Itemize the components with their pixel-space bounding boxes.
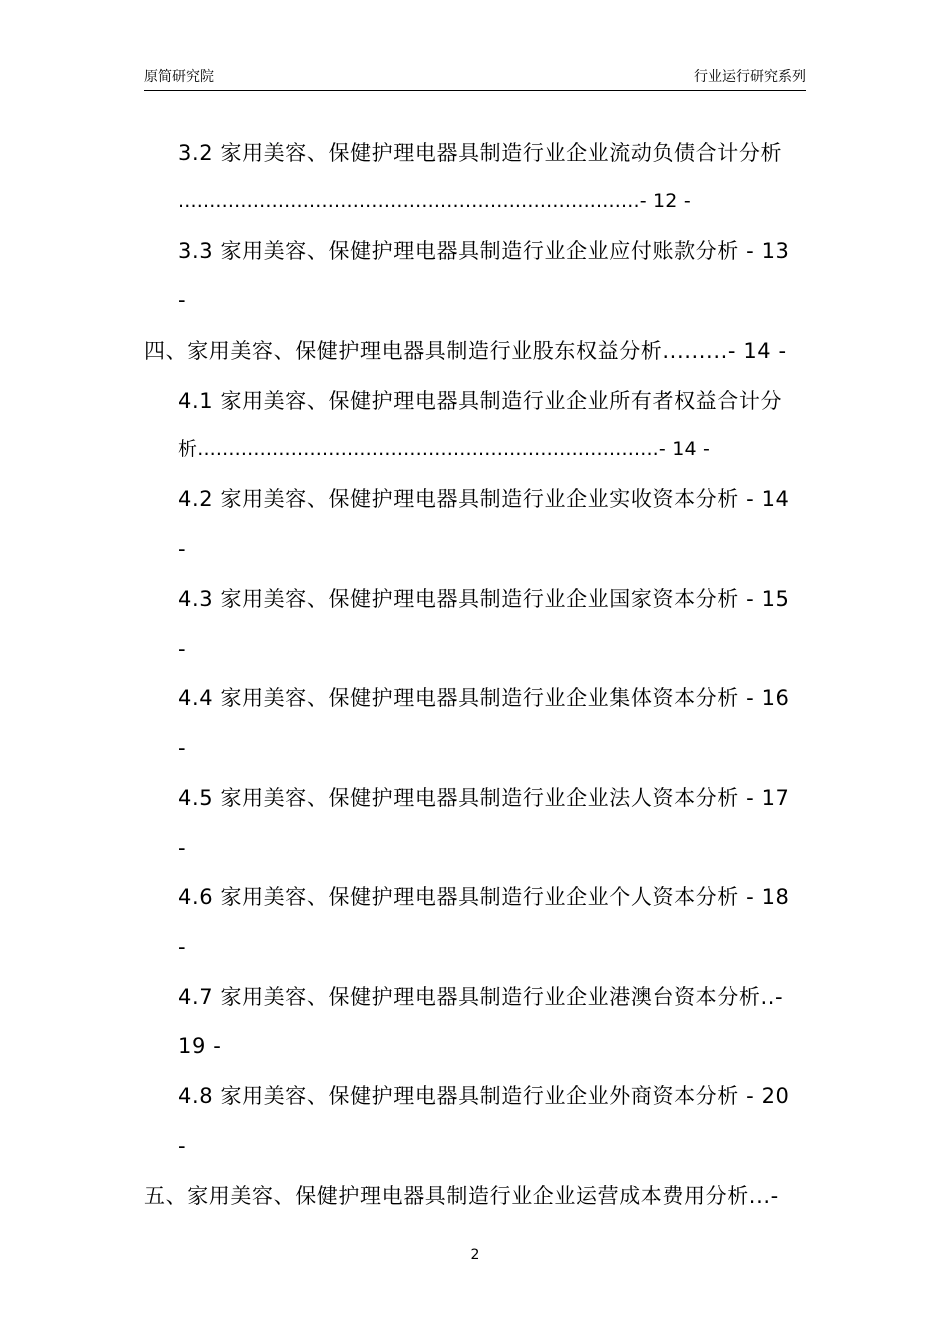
toc-entry-4-6-cont[interactable]: - — [178, 935, 187, 959]
header-left-text: 原简研究院 — [144, 69, 214, 85]
toc-entry-4-3-cont[interactable]: - — [178, 637, 187, 661]
toc-entry-4-4[interactable]: 4.4 家用美容、保健护理电器具制造行业企业集体资本分析 - 16 — [178, 686, 790, 710]
toc-entry-4-1-cont[interactable]: 析..........................................................................- 14 - — [178, 438, 711, 460]
toc-entry-3-2-leader[interactable]: ..........................................................................- 12 - — [178, 190, 691, 212]
toc-entry-3-3-cont[interactable]: - — [178, 288, 187, 312]
toc-entry-4-5-cont[interactable]: - — [178, 836, 187, 860]
toc-entry-4-8-cont[interactable]: - — [178, 1134, 187, 1158]
page-number: 2 — [470, 1247, 480, 1263]
toc-entry-4-2[interactable]: 4.2 家用美容、保健护理电器具制造行业企业实收资本分析 - 14 — [178, 487, 790, 511]
toc-entry-4-2-cont[interactable]: - — [178, 537, 187, 561]
toc-entry-3-3[interactable]: 3.3 家用美容、保健护理电器具制造行业企业应付账款分析 - 13 — [178, 239, 790, 263]
toc-entry-4-5[interactable]: 4.5 家用美容、保健护理电器具制造行业企业法人资本分析 - 17 — [178, 786, 790, 810]
toc-entry-4-7-cont[interactable]: 19 - — [178, 1034, 222, 1058]
toc-entry-chapter-5[interactable]: 五、家用美容、保健护理电器具制造行业企业运营成本费用分析...- — [144, 1184, 779, 1208]
toc-entry-4-1[interactable]: 4.1 家用美容、保健护理电器具制造行业企业所有者权益合计分 — [178, 389, 783, 413]
toc-entry-4-7[interactable]: 4.7 家用美容、保健护理电器具制造行业企业港澳台资本分析..- — [178, 985, 784, 1009]
header-right-text: 行业运行研究系列 — [694, 69, 806, 85]
toc-entry-chapter-4[interactable]: 四、家用美容、保健护理电器具制造行业股东权益分析.........- 14 - — [144, 339, 787, 363]
toc-entry-4-6[interactable]: 4.6 家用美容、保健护理电器具制造行业企业个人资本分析 - 18 — [178, 885, 790, 909]
page-header — [144, 64, 806, 91]
toc-entry-3-2[interactable]: 3.2 家用美容、保健护理电器具制造行业企业流动负债合计分析 — [178, 141, 783, 165]
toc-entry-4-3[interactable]: 4.3 家用美容、保健护理电器具制造行业企业国家资本分析 - 15 — [178, 587, 790, 611]
toc-entry-4-4-cont[interactable]: - — [178, 736, 187, 760]
toc-entry-4-8[interactable]: 4.8 家用美容、保健护理电器具制造行业企业外商资本分析 - 20 — [178, 1084, 790, 1108]
